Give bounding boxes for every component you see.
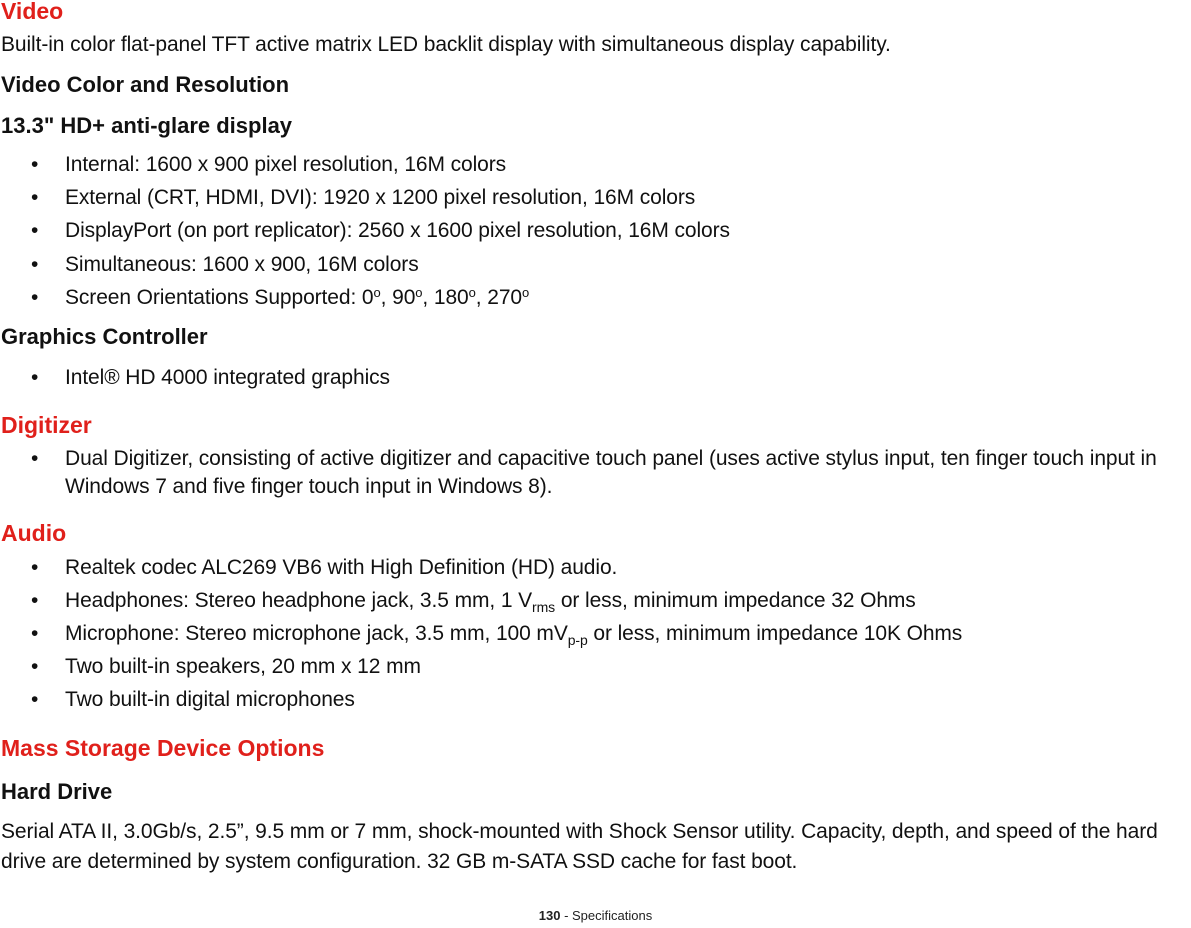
footer-section: Specifications: [572, 908, 653, 923]
video-description: Built-in color flat-panel TFT active matrix LED backlit display with simultaneous display capability.: [1, 33, 891, 56]
bullet-icon: •: [31, 655, 39, 678]
page-footer: [0, 908, 1191, 924]
video-color-resolution-heading: Video Color and Resolution: [1, 72, 290, 97]
audio-heading: Audio: [1, 520, 67, 546]
bullet-icon: •: [31, 153, 39, 176]
bullet-text: Internal: 1600 x 900 pixel resolution, 16M colors: [65, 153, 507, 176]
bullet-text: Intel® HD 4000 integrated graphics: [65, 366, 390, 389]
bullet-icon: •: [31, 186, 39, 209]
mass-storage-heading: Mass Storage Device Options: [1, 735, 325, 761]
bullet-icon: •: [31, 447, 39, 470]
bullet-icon: •: [31, 219, 39, 242]
video-heading: Video: [1, 0, 64, 24]
footer-separator: -: [560, 908, 573, 923]
bullet-icon: •: [31, 688, 39, 711]
bullet-icon: •: [31, 589, 39, 612]
bullet-icon: •: [31, 286, 39, 309]
graphics-controller-heading: Graphics Controller: [1, 324, 208, 349]
bullet-text: Two built-in speakers, 20 mm x 12 mm: [65, 655, 421, 678]
bullet-text: Two built-in digital microphones: [65, 688, 355, 711]
digitizer-heading: Digitizer: [1, 412, 92, 438]
bullet-icon: •: [31, 253, 39, 276]
hard-drive-description: Serial ATA II, 3.0Gb/s, 2.5”, 9.5 mm or 7 mm, shock-mounted with Shock Sensor utility. Capacity, depth, and speed of the hard drive are determined by system configuration. 32 GB m-SATA SSD cache for fast boot.: [1, 820, 1158, 873]
bullet-text: Dual Digitizer, consisting of active digitizer and capacitive touch panel (uses active stylus input, ten finger touch input in Windows 7 and five finger touch input in Windows 8).: [65, 447, 1157, 498]
bullet-icon: •: [31, 556, 39, 579]
bullet-text: External (CRT, HDMI, DVI): 1920 x 1200 pixel resolution, 16M colors: [65, 186, 696, 209]
bullet-text: Simultaneous: 1600 x 900, 16M colors: [65, 253, 419, 276]
bullet-text: DisplayPort (on port replicator): 2560 x 1600 pixel resolution, 16M colors: [65, 219, 730, 242]
bullet-text: Realtek codec ALC269 VB6 with High Definition (HD) audio.: [65, 556, 618, 579]
screen-orientations-text: Screen Orientations Supported: 0$^o$, 90$^o$, 180$^o$, 270$^o$: [65, 285, 530, 309]
headphones-text: Headphones: Stereo headphone jack, 3.5 mm, 1 $V_{rms}$ or less, minimum impedance 32 Ohms: [65, 589, 916, 615]
bullet-icon: •: [31, 366, 39, 389]
page-number: 130: [538, 908, 561, 923]
hard-drive-heading: Hard Drive: [1, 779, 113, 804]
microphone-text: Microphone: Stereo microphone jack, 3.5 mm, 100 $mV_{p-p}$ or less, minimum impedance 10K Ohms: [65, 622, 963, 648]
display-heading: 13.3" HD+ anti-glare display: [1, 113, 293, 138]
bullet-icon: •: [31, 622, 39, 645]
